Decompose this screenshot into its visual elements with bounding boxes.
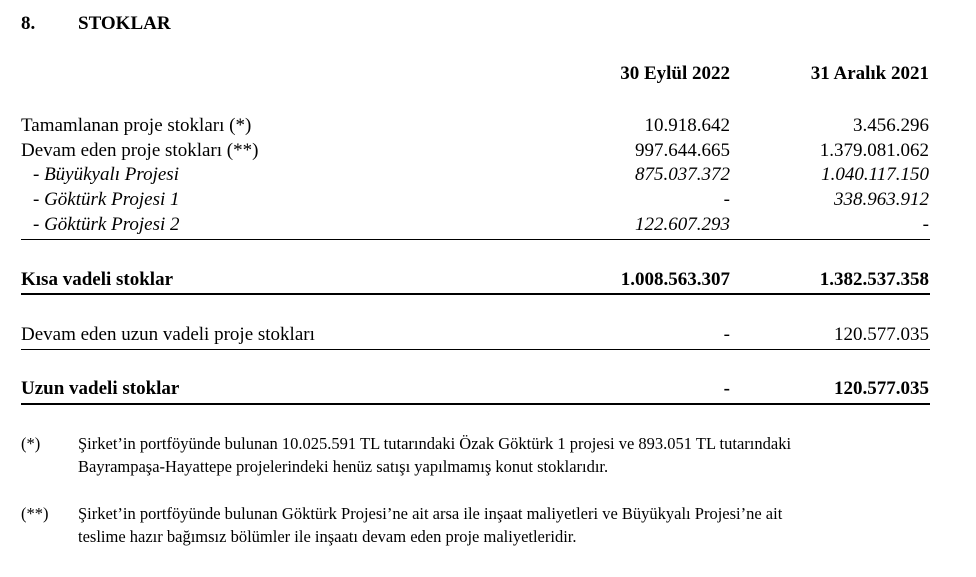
footnote-text-line: Şirket’in portföyünde bulunan 10.025.591 TL tutarındaki Özak Göktürk 1 projesi ve 893.051 TL tutarındaki xyxy=(78,434,792,453)
row-value-2021: 1.379.081.062 xyxy=(819,140,929,161)
rule-short-total xyxy=(21,293,930,295)
rule-subtotal xyxy=(21,239,930,240)
footnote-text-line: teslime hazır bağımsız bölümler ile inşaatı devam eden proje maliyetleridir. xyxy=(78,527,577,546)
row-label: - Göktürk Projesi 2 xyxy=(33,214,180,235)
row-value-2021: 338.963.912 xyxy=(834,189,929,210)
row-value-2021: 3.456.296 xyxy=(853,115,929,136)
short-term-total-label: Kısa vadeli stoklar xyxy=(21,269,174,290)
long-term-total-2022: - xyxy=(723,378,730,399)
footnote-text-line: Bayrampaşa-Hayattepe projelerindeki henüz satışı yapılmamış konut stoklarıdır. xyxy=(78,457,609,476)
long-term-total-label: Uzun vadeli stoklar xyxy=(21,378,180,399)
long-term-row-label: Devam eden uzun vadeli proje stokları xyxy=(21,324,315,345)
long-term-row-2022: - xyxy=(723,324,730,345)
footnote-mark: (**) xyxy=(21,504,49,523)
section-number: 8. xyxy=(21,13,36,34)
row-value-2021: - xyxy=(922,214,929,235)
row-value-2022: 875.037.372 xyxy=(635,164,730,185)
row-value-2021: 1.040.117.150 xyxy=(821,164,929,185)
column-header-2022: 30 Eylül 2022 xyxy=(620,63,730,84)
row-value-2022: 10.918.642 xyxy=(644,115,730,136)
long-term-row-2021: 120.577.035 xyxy=(834,324,929,345)
footnote-mark: (*) xyxy=(21,434,41,453)
row-value-2022: - xyxy=(723,189,730,210)
row-label: - Göktürk Projesi 1 xyxy=(33,189,180,210)
short-term-total-2022: 1.008.563.307 xyxy=(620,269,730,290)
row-label: Tamamlanan proje stokları (*) xyxy=(21,115,252,136)
row-label: - Büyükyalı Projesi xyxy=(33,164,179,185)
short-term-total-2021: 1.382.537.358 xyxy=(819,269,929,290)
row-value-2022: 997.644.665 xyxy=(635,140,730,161)
rule-long-row xyxy=(21,349,930,350)
section-title: STOKLAR xyxy=(78,13,171,34)
long-term-total-2021: 120.577.035 xyxy=(834,378,929,399)
rule-long-total xyxy=(21,403,930,405)
row-value-2022: 122.607.293 xyxy=(635,214,730,235)
footnote-text-line: Şirket’in portföyünde bulunan Göktürk Projesi’ne ait arsa ile inşaat maliyetleri ve Büyükyalı Projesi’ne ait xyxy=(78,504,783,523)
column-header-2021: 31 Aralık 2021 xyxy=(810,63,929,84)
row-label: Devam eden proje stokları (**) xyxy=(21,140,259,161)
